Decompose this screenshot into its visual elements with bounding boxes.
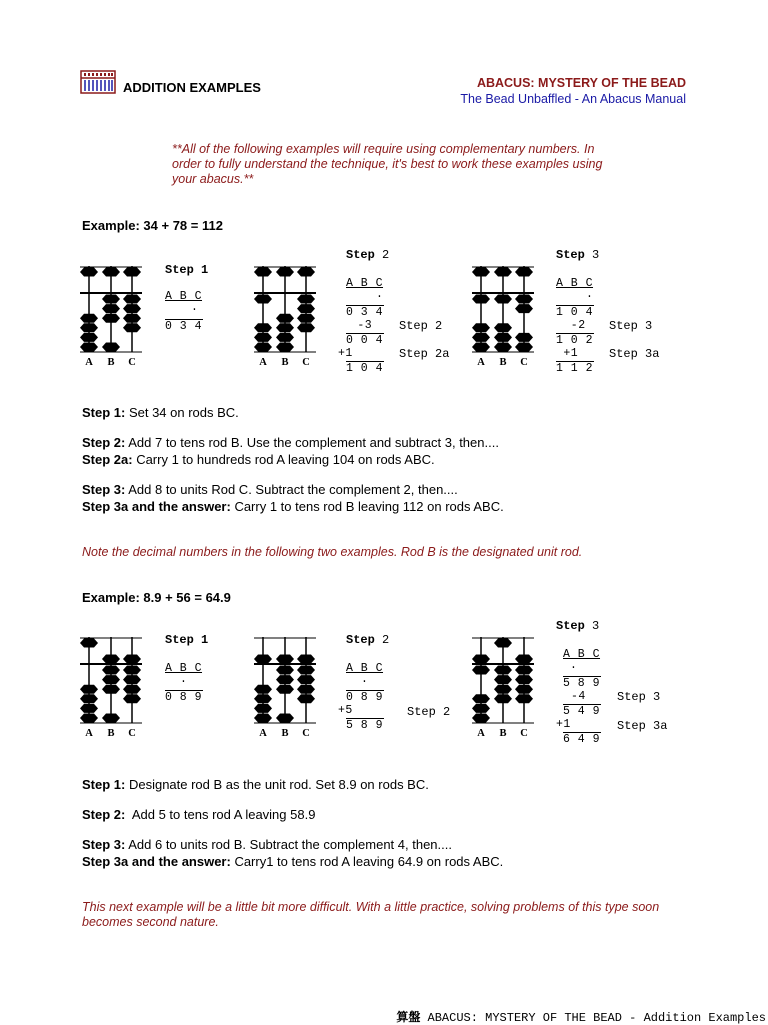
- intro-note: **All of the following examples will require using complementary numbers. In order to fully understand the technique, it's best to work these examples using your abacus.**: [172, 142, 603, 186]
- earth-bead: [515, 666, 533, 675]
- ex1-step1-rods: A B C: [165, 290, 203, 303]
- ex2-step1-rods: A B C: [165, 662, 203, 675]
- earth-bead: [254, 714, 272, 723]
- abacus-ex1-step1: [78, 262, 144, 370]
- earth-bead: [472, 333, 490, 342]
- earth-bead: [515, 694, 533, 703]
- abacus-icon: [80, 70, 116, 94]
- ex2-step2-line1: +5: [338, 704, 353, 717]
- ex1-text-step1: Step 1: Set 34 on rods BC.: [82, 405, 239, 420]
- earth-bead: [80, 685, 98, 694]
- earth-bead: [123, 323, 141, 332]
- ex2-step3-line1: -4: [571, 690, 586, 703]
- earth-bead: [515, 295, 533, 304]
- ex2-step2-side-a: Step 2: [407, 705, 451, 719]
- ex1-step2-side-a: Step 2: [399, 319, 443, 333]
- earth-bead: [515, 685, 533, 694]
- earth-bead: [297, 694, 315, 703]
- heaven-bead: [123, 268, 141, 277]
- rod-label: B: [281, 357, 289, 368]
- ex1-step3-dot: .: [586, 288, 594, 301]
- ex1-step3-label: Step 3: [556, 248, 600, 262]
- earth-bead: [276, 323, 294, 332]
- earth-bead: [494, 685, 512, 694]
- earth-bead: [123, 295, 141, 304]
- earth-bead: [494, 295, 512, 304]
- earth-bead: [80, 343, 98, 352]
- earth-bead: [254, 343, 272, 352]
- ex1-step2-line4: 1 0 4: [346, 362, 384, 375]
- earth-bead: [297, 666, 315, 675]
- earth-bead: [494, 675, 512, 684]
- heaven-bead: [472, 268, 490, 277]
- ex1-step2-label: Step 2: [346, 248, 390, 262]
- rod-label: A: [477, 728, 485, 739]
- rod-label: A: [477, 357, 485, 368]
- earth-bead: [102, 295, 120, 304]
- heaven-bead: [80, 639, 98, 648]
- heaven-bead: [515, 268, 533, 277]
- rod-label: B: [499, 357, 507, 368]
- ex2-step3-label: Step 3: [556, 619, 600, 633]
- ex1-step3-side-b: Step 3a: [609, 347, 660, 361]
- earth-bead: [515, 304, 533, 313]
- earth-bead: [102, 675, 120, 684]
- earth-bead: [254, 704, 272, 713]
- ex2-text-step3a: Step 3a and the answer: Carry1 to tens rod A leaving 64.9 on rods ABC.: [82, 854, 504, 869]
- page-title: ADDITION EXAMPLES: [123, 80, 261, 95]
- earth-bead: [472, 343, 490, 352]
- rod-label: B: [281, 728, 289, 739]
- earth-bead: [254, 333, 272, 342]
- earth-bead: [276, 685, 294, 694]
- earth-bead: [123, 304, 141, 313]
- example1-title: Example: 34 + 78 = 112: [82, 218, 223, 233]
- ex1-text-step2: Step 2: Add 7 to tens rod B. Use the complement and subtract 3, then....: [82, 435, 499, 450]
- ex1-text-step3a: Step 3a and the answer: Carry 1 to tens rod B leaving 112 on rods ABC.: [82, 499, 504, 514]
- heaven-bead: [515, 655, 533, 664]
- heaven-bead: [254, 268, 272, 277]
- earth-bead: [276, 343, 294, 352]
- ex2-step1-value: 0 8 9: [165, 691, 203, 704]
- earth-bead: [102, 714, 120, 723]
- ex2-step2-dot: .: [361, 673, 369, 686]
- earth-bead: [123, 675, 141, 684]
- earth-bead: [297, 295, 315, 304]
- earth-bead: [80, 323, 98, 332]
- heaven-bead: [297, 655, 315, 664]
- abacus-ex2-step1: [78, 633, 144, 745]
- earth-bead: [494, 343, 512, 352]
- earth-bead: [494, 694, 512, 703]
- ex1-step1-value: 0 3 4: [165, 320, 203, 333]
- ex1-step2-side-b: Step 2a: [399, 347, 450, 361]
- earth-bead: [494, 333, 512, 342]
- rod-label: A: [259, 357, 267, 368]
- ex2-step3-line3: +1: [556, 718, 571, 731]
- heaven-bead: [494, 268, 512, 277]
- earth-bead: [472, 694, 490, 703]
- ex1-step1-label: Step 1: [165, 263, 209, 277]
- rod-label: A: [85, 357, 93, 368]
- rod-label: A: [259, 728, 267, 739]
- heaven-bead: [123, 655, 141, 664]
- ex2-text-step3: Step 3: Add 6 to units rod B. Subtract the complement 4, then....: [82, 837, 452, 852]
- earth-bead: [80, 704, 98, 713]
- rod-label: C: [128, 728, 136, 739]
- ex2-step3-rods: A B C: [563, 648, 601, 661]
- earth-bead: [123, 314, 141, 323]
- ex2-step3-side-b: Step 3a: [617, 719, 668, 733]
- rod-label: C: [520, 728, 528, 739]
- rod-label: C: [302, 357, 310, 368]
- earth-bead: [297, 323, 315, 332]
- earth-bead: [297, 314, 315, 323]
- decimal-note: Note the decimal numbers in the following two examples. Rod B is the designated unit rod.: [82, 545, 583, 559]
- earth-bead: [494, 323, 512, 332]
- earth-bead: [102, 304, 120, 313]
- footer-text: ABACUS: MYSTERY OF THE BEAD - Addition Examples: [427, 1011, 766, 1025]
- earth-bead: [515, 333, 533, 342]
- earth-bead: [472, 295, 490, 304]
- ex2-text-step1: Step 1: Designate rod B as the unit rod. Set 8.9 on rods BC.: [82, 777, 429, 792]
- earth-bead: [472, 714, 490, 723]
- ex2-step3-side-a: Step 3: [617, 690, 661, 704]
- earth-bead: [297, 304, 315, 313]
- ex1-step3-line4: 1 1 2: [556, 362, 594, 375]
- ex1-text-step2a: Step 2a: Carry 1 to hundreds rod A leaving 104 on rods ABC.: [82, 452, 435, 467]
- ex2-step3-line4: 6 4 9: [563, 733, 601, 746]
- heaven-bead: [254, 655, 272, 664]
- rod-label: C: [128, 357, 136, 368]
- abacus-ex1-step3: [470, 262, 536, 370]
- heaven-bead: [494, 639, 512, 648]
- earth-bead: [276, 675, 294, 684]
- abacus-ex2-step3: [470, 633, 536, 745]
- rod-label: A: [85, 728, 93, 739]
- manual-link[interactable]: The Bead Unbaffled - An Abacus Manual: [460, 92, 686, 106]
- rod-label: B: [107, 357, 115, 368]
- earth-bead: [80, 333, 98, 342]
- earth-bead: [123, 694, 141, 703]
- earth-bead: [515, 675, 533, 684]
- heaven-bead: [276, 268, 294, 277]
- ex2-step2-rods: A B C: [346, 662, 384, 675]
- ex1-step2-line3: +1: [338, 347, 353, 360]
- manual-title: ABACUS: MYSTERY OF THE BEAD: [476, 76, 686, 90]
- earth-bead: [297, 675, 315, 684]
- footer: [396, 1008, 766, 1025]
- closing-note: This next example will be a little bit more difficult. With a little practice, solving problems of this type soon becomes second nature.: [82, 900, 660, 929]
- heaven-bead: [472, 655, 490, 664]
- earth-bead: [276, 314, 294, 323]
- earth-bead: [80, 314, 98, 323]
- heaven-bead: [276, 655, 294, 664]
- ex1-step3-line0: 1 0 4: [556, 306, 594, 319]
- heaven-bead: [297, 268, 315, 277]
- heaven-bead: [102, 268, 120, 277]
- ex1-step2-rods: A B C: [346, 277, 384, 290]
- ex2-text-step2: Step 2: Add 5 to tens rod A leaving 58.9: [82, 807, 316, 822]
- heaven-bead: [102, 655, 120, 664]
- earth-bead: [472, 666, 490, 675]
- ex2-step1-label: Step 1: [165, 633, 209, 647]
- ex1-step2-dot: .: [376, 288, 384, 301]
- earth-bead: [123, 666, 141, 675]
- ex2-step2-line2: 5 8 9: [346, 719, 384, 732]
- ex2-step1-dot: .: [180, 673, 188, 686]
- footer-cjk: 算盤: [396, 1010, 421, 1024]
- earth-bead: [297, 685, 315, 694]
- ex1-step2-line1: -3: [350, 319, 373, 332]
- abacus-ex2-step2: [252, 633, 318, 745]
- ex2-step3-dot: .: [570, 659, 578, 672]
- earth-bead: [494, 666, 512, 675]
- example2-title: Example: 8.9 + 56 = 64.9: [82, 590, 231, 605]
- earth-bead: [123, 685, 141, 694]
- ex1-text-step3: Step 3: Add 8 to units Rod C. Subtract the complement 2, then....: [82, 482, 458, 497]
- earth-bead: [276, 714, 294, 723]
- ex1-step3-rods: A B C: [556, 277, 594, 290]
- earth-bead: [254, 295, 272, 304]
- earth-bead: [515, 343, 533, 352]
- earth-bead: [80, 694, 98, 703]
- ex1-step1-dot: .: [191, 301, 199, 314]
- ex1-step2-line0: 0 3 4: [346, 306, 384, 319]
- earth-bead: [276, 666, 294, 675]
- ex2-step2-label: Step 2: [346, 633, 390, 647]
- earth-bead: [254, 685, 272, 694]
- earth-bead: [254, 694, 272, 703]
- ex1-step3-side-a: Step 3: [609, 319, 653, 333]
- ex1-step2-line2: 0 0 4: [346, 334, 384, 347]
- earth-bead: [80, 714, 98, 723]
- earth-bead: [472, 323, 490, 332]
- rod-label: B: [107, 728, 115, 739]
- earth-bead: [102, 666, 120, 675]
- abacus-ex1-step2: [252, 262, 318, 370]
- ex2-step3-line2: 5 4 9: [563, 705, 601, 718]
- rod-label: C: [302, 728, 310, 739]
- ex1-step3-line2: 1 0 2: [556, 334, 594, 347]
- ex2-step3-line0: 5 8 9: [563, 677, 601, 690]
- earth-bead: [276, 333, 294, 342]
- rod-label: B: [499, 728, 507, 739]
- ex1-step3-line1: -2: [556, 319, 586, 332]
- earth-bead: [102, 314, 120, 323]
- earth-bead: [102, 343, 120, 352]
- heaven-bead: [80, 268, 98, 277]
- ex2-step2-line0: 0 8 9: [346, 691, 384, 704]
- ex1-step3-line3: +1: [556, 347, 579, 360]
- rod-label: C: [520, 357, 528, 368]
- earth-bead: [472, 704, 490, 713]
- earth-bead: [254, 323, 272, 332]
- earth-bead: [102, 685, 120, 694]
